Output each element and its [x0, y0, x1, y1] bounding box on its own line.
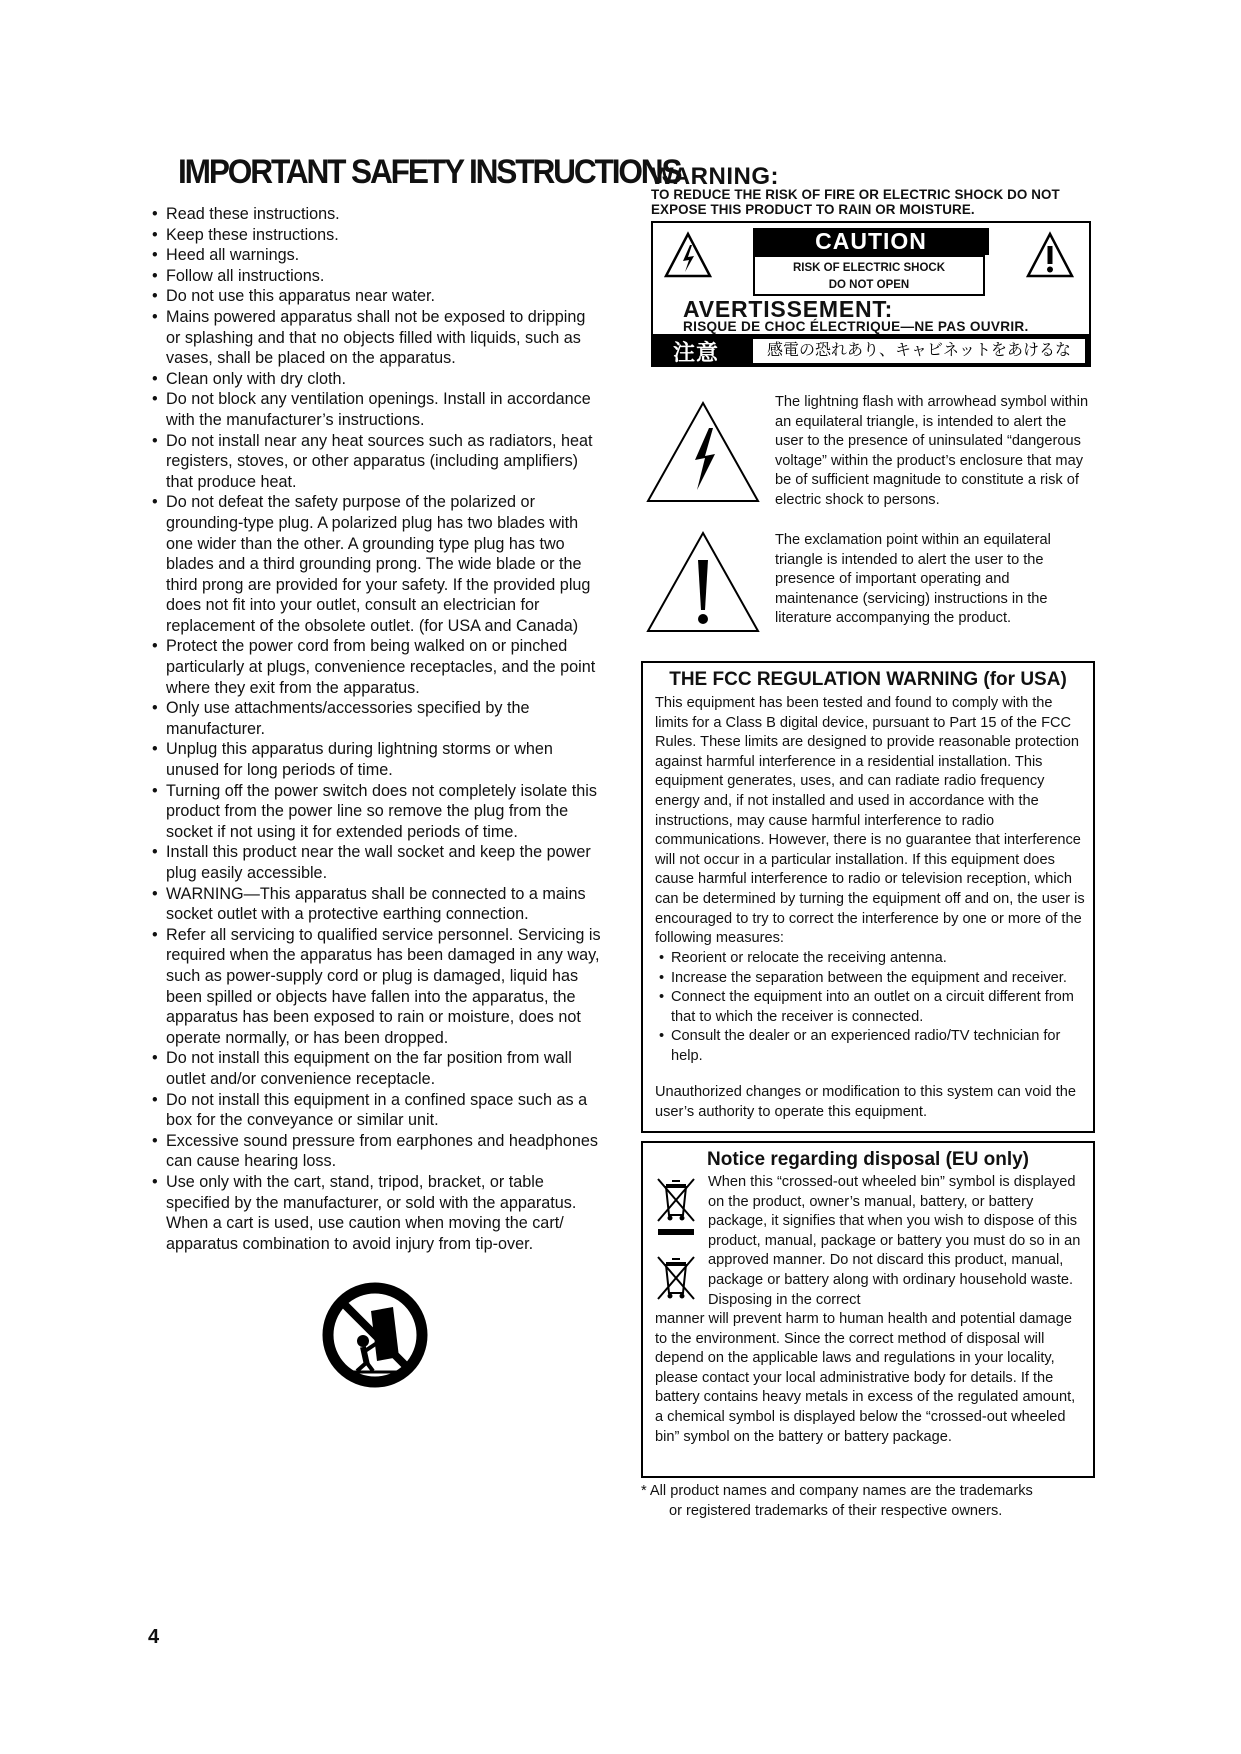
fcc-warning-box	[641, 661, 1095, 1133]
caution-title: CAUTION	[753, 228, 989, 255]
list-item: • Use only with the cart, stand, tripod, bracket, or table specified by the manufacturer, or sold with the apparatus. When a cart is used, use caution when moving the cart/ apparatus combination to avoid injury from tip-over.	[152, 1172, 604, 1254]
list-item: • Reorient or relocate the receiving antenna.	[659, 949, 1079, 969]
list-item: • Keep these instructions.	[152, 225, 604, 246]
page-number: 4	[148, 1626, 160, 1648]
exclamation-point-icon	[645, 530, 761, 634]
list-item: • Connect the equipment into an outlet on a circuit different from that to which the receiver is connected.	[659, 988, 1079, 1027]
eu-disposal-text: When this “crossed-out wheeled bin” symbol is displayed on the product, owner’s manual, battery, or battery package, it signifies that when you wish to dispose of this product, manual, package or battery you must do so in an approved manner. Do not discard this product, manual, package or battery along with ordinary household waste. Disposing in the correct	[708, 1174, 1081, 1308]
list-item: • Consult the dealer or an experienced radio/TV technician for help.	[659, 1027, 1079, 1066]
cart-tipover-warning-icon	[319, 1281, 431, 1389]
fcc-footer: Unauthorized changes or modification to this system can void the user’s authority to operate this equipment.	[655, 1084, 1077, 1120]
exclamation-warning-icon	[1025, 231, 1075, 279]
list-item: • WARNING—This apparatus shall be connected to a mains socket outlet with a protective earthing connection.	[152, 884, 604, 925]
list-item: • Do not install this equipment in a confined space such as a box for the conveyance or similar unit.	[152, 1090, 604, 1131]
eu-disposal-box	[641, 1141, 1095, 1478]
list-item: • Excessive sound pressure from earphones and headphones can cause hearing loss.	[152, 1131, 604, 1172]
list-item: • Only use attachments/accessories specified by the manufacturer.	[152, 698, 604, 739]
fcc-title: THE FCC REGULATION WARNING (for USA)	[669, 669, 1067, 690]
warning-heading: WARNING:	[651, 163, 779, 190]
list-item: • Turning off the power switch does not completely isolate this product from the power line so remove the plug from the socket if not using it for extended periods of time.	[152, 781, 604, 843]
list-item: • Increase the separation between the equipment and receiver.	[659, 969, 1079, 989]
eu-disposal-text-continued: manner will prevent harm to human health and potential damage to the environment. Since the correct method of disposal will depend on the applicable laws and regulations in your locality, please contact your local administrative body for details. If the battery contains heavy metals in excess of the regulated amount, a chemical symbol is displayed below the “crossed-out wheeled bin” symbol on the battery or battery package.	[655, 1311, 1076, 1445]
list-item: • Do not install near any heat sources such as radiators, heat registers, stoves, or other apparatus (including amplifiers) that produce heat.	[152, 431, 604, 493]
avertissement-title: AVERTISSEMENT:	[683, 296, 894, 322]
warning-text: TO REDUCE THE RISK OF FIRE OR ELECTRIC SHOCK DO NOT EXPOSE THIS PRODUCT TO RAIN OR MOISTURE.	[651, 187, 1060, 217]
exclamation-symbol-description: The exclamation point within an equilateral triangle is intended to alert the user to the presence of important operating and maintenance (servicing) instructions in the literature accompanying the product.	[775, 532, 1051, 627]
list-item: • Do not defeat the safety purpose of the polarized or grounding-type plug. A polarized plug has two blades with one wider than the other. A grounding type plug has two blades and a third grounding prong. The wide blade or the third prong are provided for your safety. If the provided plug does not fit into your outlet, consult an electrician for replacement of the obsolete outlet. (for USA and Canada)	[152, 492, 604, 636]
list-item: • Read these instructions.	[152, 204, 604, 225]
list-item: • Mains powered apparatus shall not be exposed to dripping or splashing and that no objects filled with liquids, such as vases, shall be placed on the apparatus.	[152, 307, 604, 369]
eu-disposal-title: Notice regarding disposal (EU only)	[707, 1149, 1029, 1170]
page-title: IMPORTANT SAFETY INSTRUCTIONS	[178, 153, 681, 191]
list-item: • Do not install this equipment on the far position from wall outlet and/or convenience receptacle.	[152, 1048, 604, 1089]
list-item: • Do not use this apparatus near water.	[152, 286, 604, 307]
caution-text: RISK OF ELECTRIC SHOCK DO NOT OPEN	[753, 255, 985, 296]
lightning-symbol-description: The lightning flash with arrowhead symbol within an equilateral triangle, is intended to alert the user to the presence of uninsulated “dangerous voltage” within the product’s enclosure that may be of sufficient magnitude to constitute a risk of electric shock to persons.	[775, 394, 1089, 508]
safety-instructions-list	[152, 204, 604, 1254]
list-item: • Refer all servicing to qualified service personnel. Servicing is required when the apparatus has been damaged in any way, such as power-supply cord or plug is damaged, liquid has been spilled or objects have fallen into the apparatus, the apparatus has been exposed to rain or moisture, does not operate normally, or has been dropped.	[152, 925, 604, 1049]
caution-label	[651, 221, 1091, 367]
avertissement-text: RISQUE DE CHOC ÉLECTRIQUE—NE PAS OUVRIR.	[683, 319, 1029, 334]
list-item: • Install this product near the wall socket and keep the power plug easily accessible.	[152, 842, 604, 883]
crossed-out-bin-icon	[654, 1255, 698, 1301]
trademark-footnote: * All product names and company names are the trademarks or registered trademarks of their respective owners.	[641, 1483, 1033, 1519]
list-item: • Protect the power cord from being walked on or pinched particularly at plugs, convenience receptacles, and the point where they exit from the apparatus.	[152, 636, 604, 698]
japanese-warning-bar	[651, 334, 1091, 367]
crossed-out-bin-icon	[654, 1177, 698, 1237]
list-item: • Unplug this apparatus during lightning storms or when unused for long periods of time.	[152, 739, 604, 780]
lightning-warning-icon	[663, 231, 713, 279]
list-item: • Do not block any ventilation openings. Install in accordance with the manufacturer’s instructions.	[152, 389, 604, 430]
lightning-flash-icon	[645, 400, 761, 504]
list-item: • Follow all instructions.	[152, 266, 604, 287]
list-item: • Heed all warnings.	[152, 245, 604, 266]
fcc-body: This equipment has been tested and found to comply with the limits for a Class B digital device, pursuant to Part 15 of the FCC Rules. These limits are designed to provide reasonable protection against harmful interference in a residential installation. This equipment generates, uses, and can radiate radio frequency energy and, if not installed and used in accordance with the instructions, may cause harmful interference to radio communications. However, there is no guarantee that interference will not occur in a particular installation. If this equipment does cause harmful interference to radio or television reception, which can be determined by turning the equipment off and on, the user is encouraged to try to correct the interference by one or more of the following measures:	[655, 695, 1085, 947]
fcc-measures-list	[659, 949, 1079, 1067]
list-item: • Clean only with dry cloth.	[152, 369, 604, 390]
japanese-warning-text: 感電の恐れあり、キャビネットをあけるな	[753, 339, 1085, 363]
japanese-warning-title: 注意	[673, 340, 720, 365]
